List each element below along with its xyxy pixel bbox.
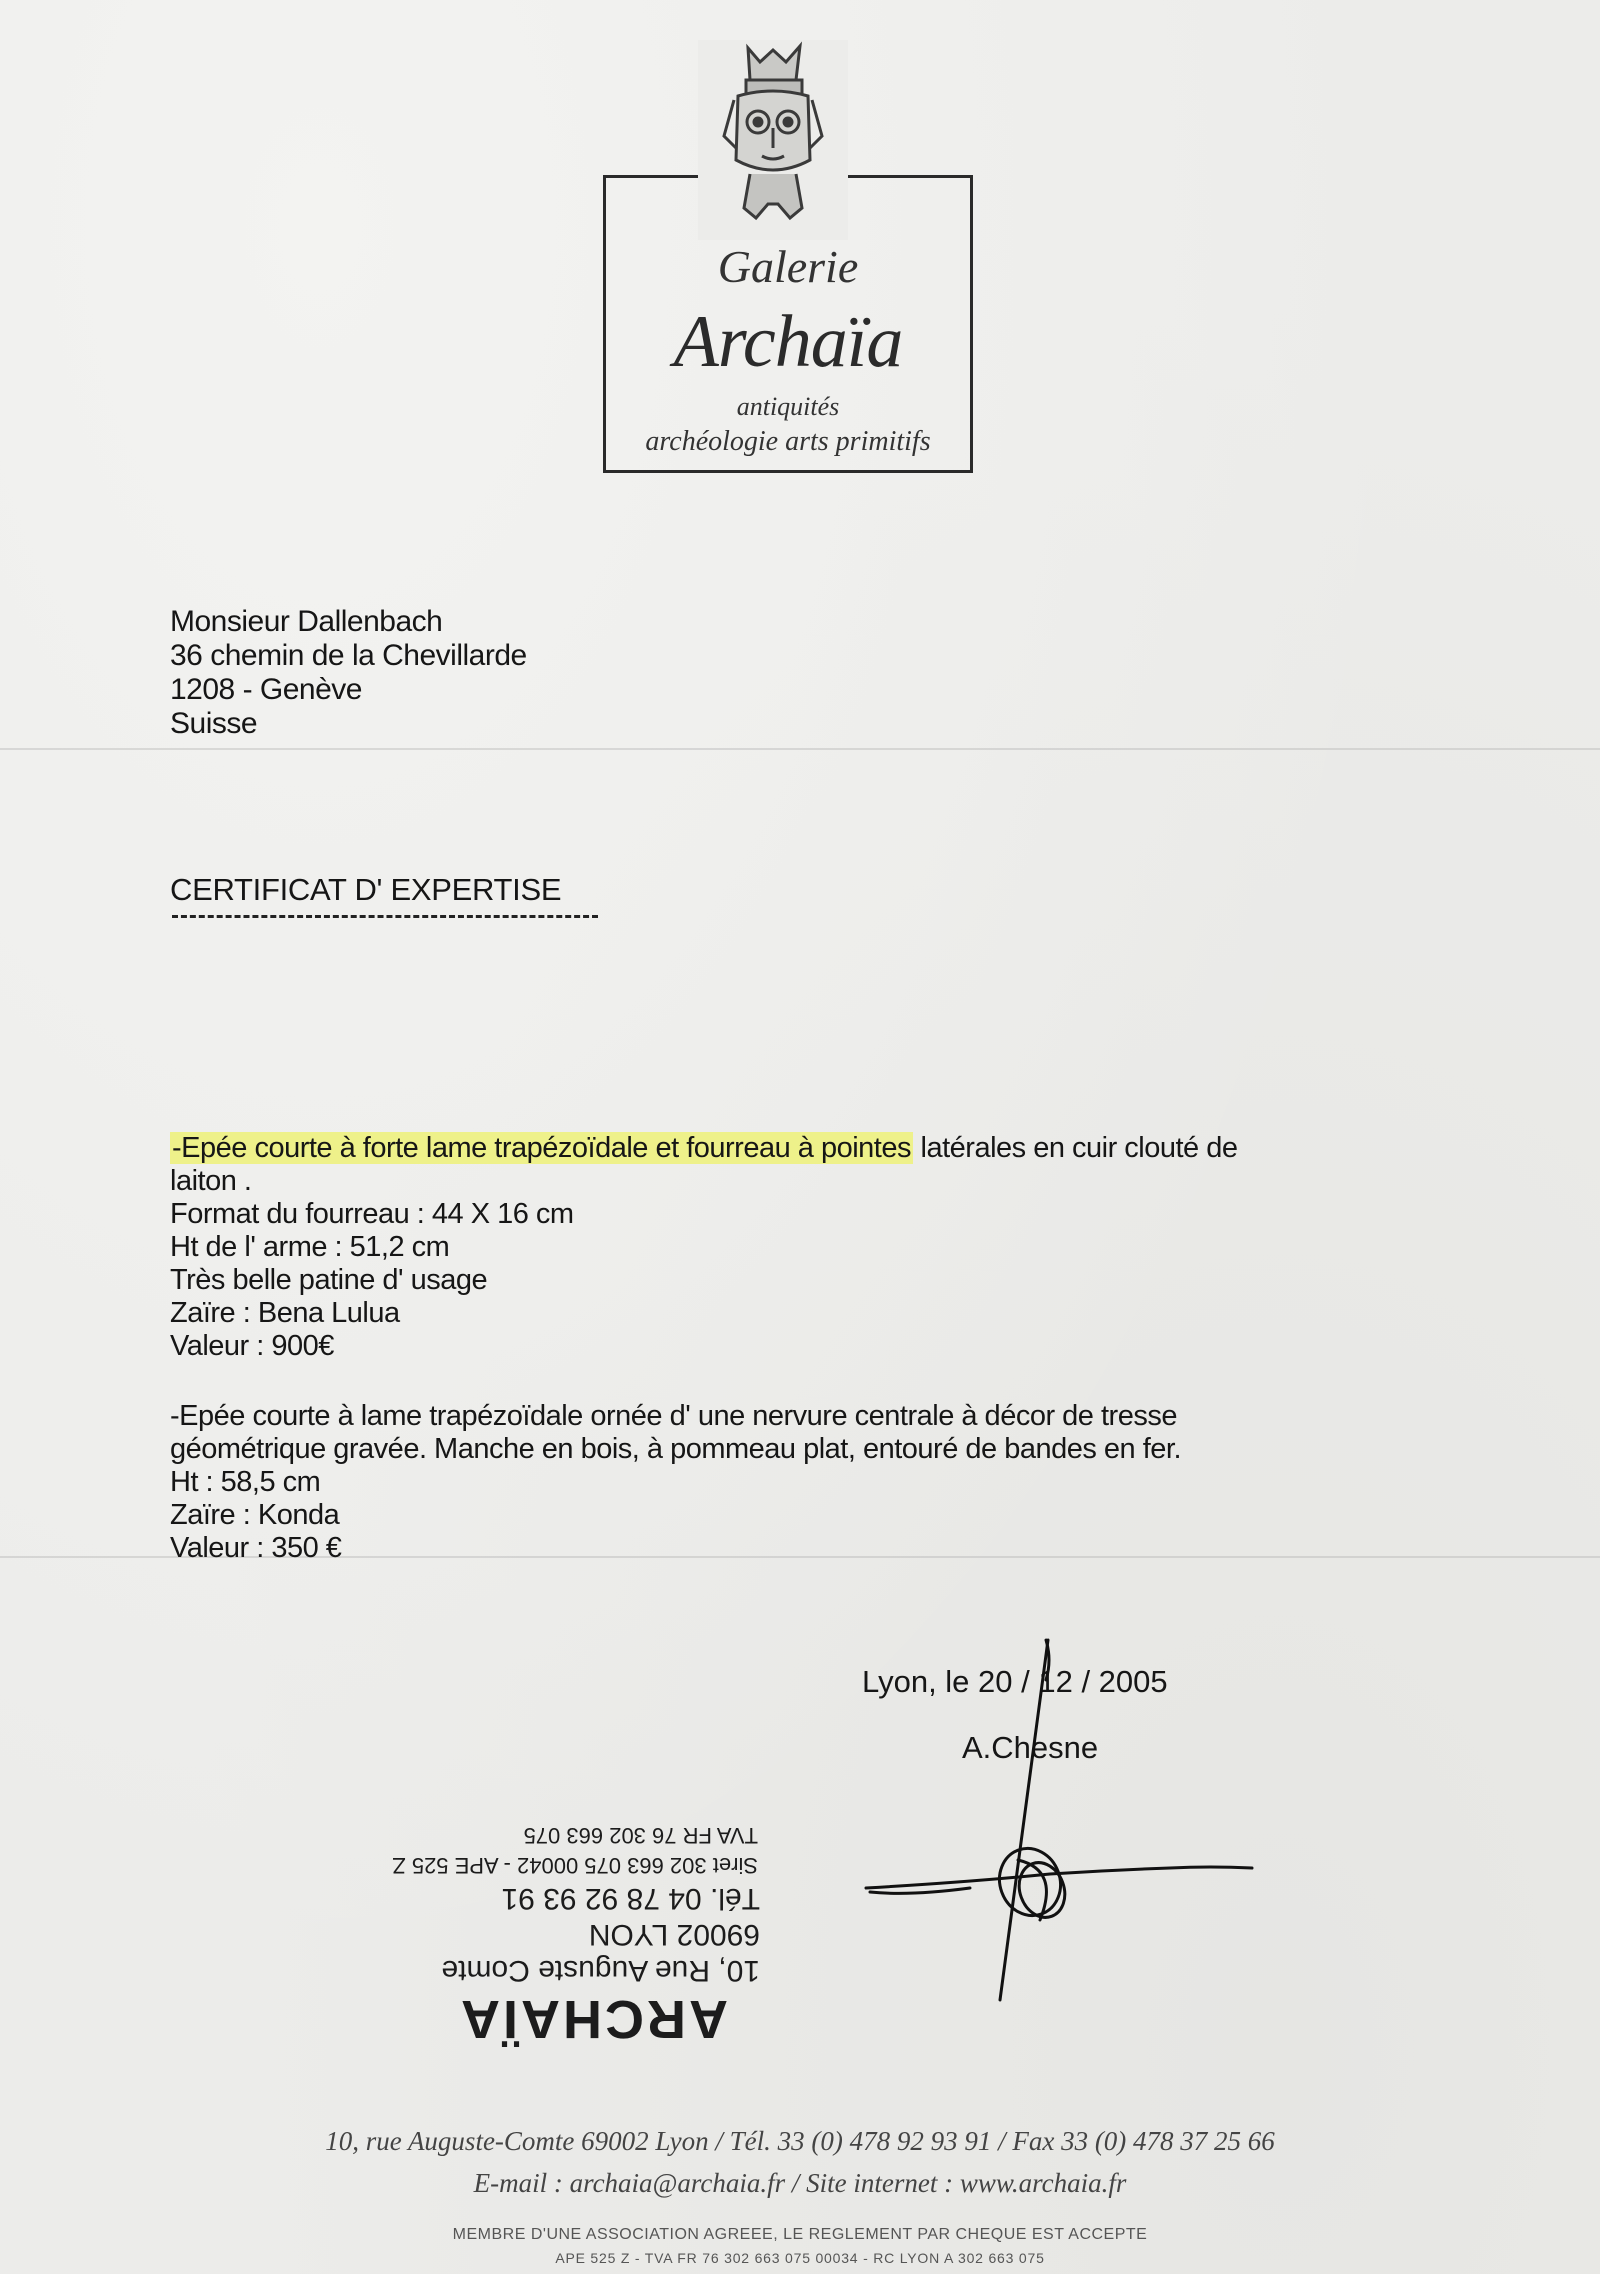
footer-legal: APE 525 Z - TVA FR 76 302 663 075 00034 - RC LYON A 302 663 075 [555,2250,1045,2266]
item1-line1 [170,1132,1410,1165]
recipient-country: Suisse [170,707,258,740]
brand-tagline-antiquites: antiquités [736,392,840,421]
item2-value: Valeur : 350 € [170,1532,342,1564]
footer-contact: E-mail : archaia@archaia.fr / Site internet : www.archaia.fr [473,2168,1127,2198]
stamp-phone: Tél. 04 78 92 93 91 [501,1882,760,1915]
item2-line2: géométrique gravée. Manche en bois, à pommeau plat, entouré de bandes en fer. [170,1433,1182,1465]
recipient-street: 36 chemin de la Chevillarde [170,639,527,672]
archaic-statue-head-icon [698,40,848,240]
item1-value: Valeur : 900€ [170,1330,334,1362]
item1-line1-rest: latérales en cuir clouté de [912,1132,1238,1164]
signer-name: A.Chesne [962,1730,1099,1765]
item2-origin: Zaïre : Konda [170,1499,340,1531]
brand-name: Archaïa [673,301,903,383]
item1-origin: Zaïre : Bena Lulua [170,1297,400,1329]
item1-format: Format du fourreau : 44 X 16 cm [170,1198,574,1230]
item2-line1: -Epée courte à lame trapézoïdale ornée d' une nervure centrale à décor de tresse [170,1400,1177,1432]
item1-patina: Très belle patine d' usage [170,1264,488,1296]
item1-height: Ht de l' arme : 51,2 cm [170,1231,450,1263]
highlighted-text: -Epée courte à forte lame trapézoïdale et fourreau à pointes [172,1132,911,1164]
stamp-siret: Siret 302 663 075 00042 - APE 525 Z [392,1853,758,1878]
handwritten-signature [850,1620,1270,2020]
item1-line2: laiton . [170,1165,252,1197]
item2-height: Ht : 58,5 cm [170,1466,321,1498]
footer-membership: MEMBRE D'UNE ASSOCIATION AGREEE, LE REGLEMENT PAR CHEQUE EST ACCEPTE [452,2226,1148,2243]
item-description-2 [170,1400,1410,1565]
brand-galerie-text: Galerie [717,241,859,292]
stamp-city: 69002 LYON [588,1918,760,1951]
recipient-address [170,605,527,741]
place-and-date: Lyon, le 20 / 12 / 2005 [862,1664,1168,1699]
document-title: CERTIFICAT D' EXPERTISE [170,872,562,907]
company-stamp [330,1770,780,2050]
stamp-street: 10, Rue Auguste Comte [441,1954,760,1987]
recipient-name: Monsieur Dallenbach [170,605,443,638]
footer-address: 10, rue Auguste-Comte 69002 Lyon / Tél. 33 (0) 478 92 93 91 / Fax 33 (0) 478 37 25 66 [325,2126,1275,2156]
title-underline [172,915,598,918]
paper-fold-line [0,748,1600,750]
stamp-tva: TVA FR 76 302 663 075 [523,1823,758,1848]
stamp-company-name: ARCHAÏA [458,1989,728,2049]
brand-tagline-archeologie: archéologie arts primitifs [645,426,931,457]
recipient-city: 1208 - Genève [170,673,362,706]
item-description-1 [170,1132,1410,1363]
